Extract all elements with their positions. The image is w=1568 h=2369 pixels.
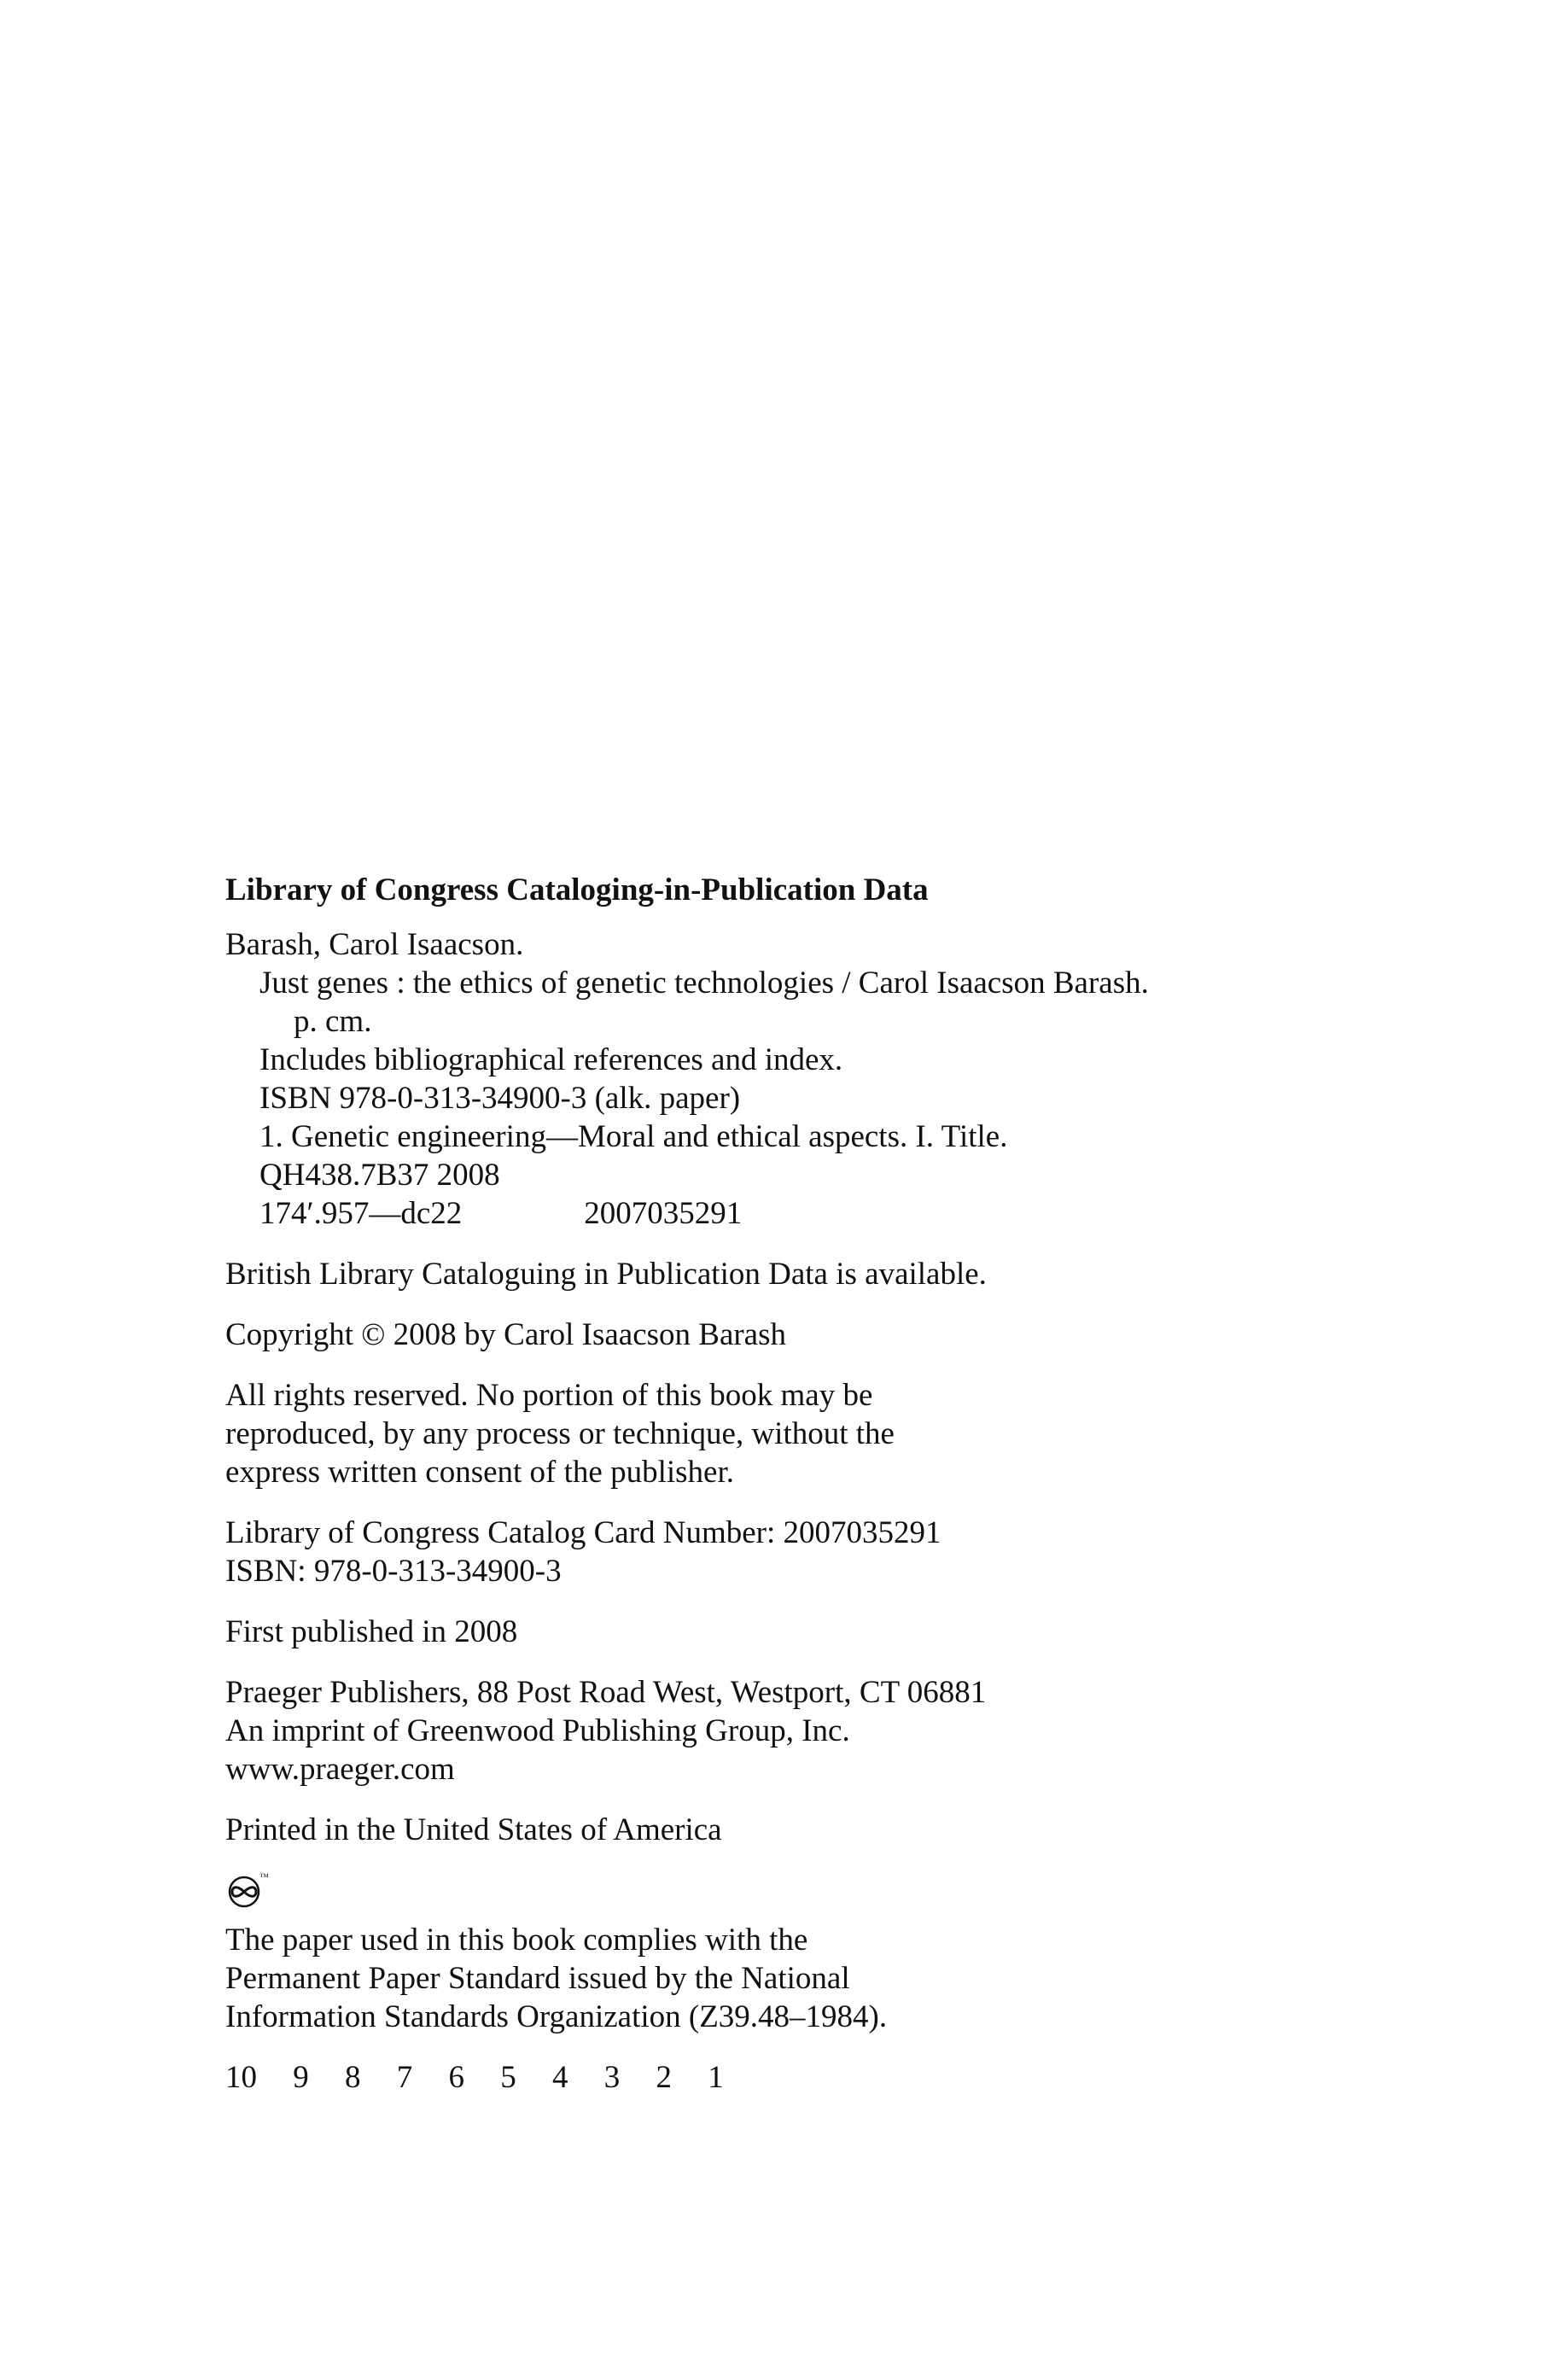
infinity-paper-icon [225, 1870, 1284, 1912]
cip-lccn: 2007035291 [584, 1196, 743, 1231]
paper-notice-line: Permanent Paper Standard issued by the National [225, 1961, 850, 1996]
cip-dewey: 174′.957—dc22 [259, 1196, 463, 1231]
paper-notice-line: Information Standards Organization (Z39.48–1984). [225, 1999, 888, 2034]
copyright-notice: Copyright © 2008 by Carol Isaacson Barash [225, 1317, 787, 1352]
publisher-website: www.praeger.com [225, 1752, 455, 1787]
printed-in: Printed in the United States of America [225, 1812, 722, 1847]
rights-line: reproduced, by any process or technique, without the [225, 1416, 895, 1451]
catalog-card-number: Library of Congress Catalog Card Number: 2007035291 [225, 1515, 941, 1550]
rights-line: All rights reserved. No portion of this book may be [225, 1378, 873, 1413]
printing-number: 3 [603, 2060, 621, 2095]
cip-title-line: Just genes : the ethics of genetic technologies / Carol Isaacson Barash. [259, 966, 1149, 1001]
british-library-note: British Library Cataloguing in Publication Data is available. [225, 1257, 987, 1292]
printing-number: 6 [448, 2060, 464, 2095]
printing-line [225, 2058, 1284, 2097]
cip-notes: Includes bibliographical references and index. [259, 1042, 843, 1077]
publisher-address: Praeger Publishers, 88 Post Road West, Westport, CT 06881 [225, 1675, 987, 1710]
printing-number: 9 [293, 2060, 309, 2095]
cip-pages: p. cm. [294, 1004, 372, 1039]
printing-number: 4 [552, 2060, 568, 2095]
cip-isbn: ISBN 978-0-313-34900-3 (alk. paper) [259, 1081, 741, 1116]
publisher-imprint: An imprint of Greenwood Publishing Group, Inc. [225, 1713, 850, 1748]
publisher-info [225, 1673, 1284, 1788]
printing-number: 8 [345, 2060, 361, 2095]
rights-line: express written consent of the publisher. [225, 1455, 734, 1490]
printing-number: 7 [396, 2060, 413, 2095]
printing-number: 1 [708, 2060, 724, 2095]
first-published: First published in 2008 [225, 1614, 518, 1649]
rights-notice [225, 1376, 1284, 1491]
cip-lc-class: QH438.7B37 2008 [259, 1158, 500, 1193]
paper-notice-line: The paper used in this book complies with the [225, 1923, 808, 1958]
cip-author: Barash, Carol Isaacson. [225, 927, 524, 962]
paper-notice [225, 1921, 1284, 2036]
printing-number: 5 [500, 2060, 516, 2095]
cip-subject: 1. Genetic engineering—Moral and ethical aspects. I. Title. [259, 1119, 1008, 1154]
catalog-info [225, 1514, 1284, 1590]
isbn: ISBN: 978-0-313-34900-3 [225, 1554, 562, 1589]
printing-number: 2 [656, 2060, 672, 2095]
cip-dewey-row [225, 1194, 1284, 1233]
infinity-paper-icon-svg [225, 1870, 277, 1909]
cip-heading: Library of Congress Cataloging-in-Publication Data [225, 872, 929, 907]
trademark-mark: ™ [259, 1872, 269, 1882]
printing-number: 10 [225, 2060, 257, 2095]
copyright-block [225, 871, 1284, 2097]
cip-record [225, 925, 1284, 1233]
